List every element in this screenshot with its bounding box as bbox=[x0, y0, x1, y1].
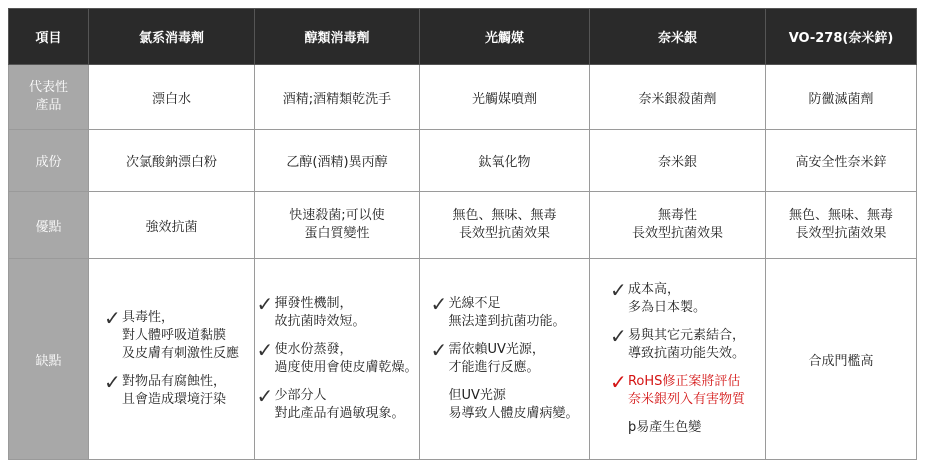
cell-line: 無色、無味、無毒 bbox=[788, 208, 893, 223]
list-item bbox=[256, 384, 417, 423]
cell: 次氯酸鈉漂白粉 bbox=[89, 130, 255, 192]
checkmark-icon: ✓ bbox=[256, 338, 274, 362]
checkmark-icon: ✓ bbox=[430, 338, 448, 362]
cell: 酒精;酒精類乾洗手 bbox=[255, 65, 420, 130]
cell-disadv-photocatalyst bbox=[420, 259, 590, 460]
item-line: 易導致人體皮膚病變。 bbox=[448, 406, 579, 421]
header-photocatalyst: 光觸媒 bbox=[420, 9, 590, 65]
checkmark-icon: ✓ bbox=[256, 292, 274, 316]
cell: 強效抗菌 bbox=[89, 192, 255, 259]
cell: 奈米銀 bbox=[590, 130, 766, 192]
item-line: 奈米銀列入有害物質 bbox=[627, 392, 745, 407]
list-item bbox=[430, 338, 578, 377]
item-line: 易與其它元素結合， bbox=[627, 328, 745, 343]
checkmark-icon: ✓ bbox=[609, 278, 627, 302]
cell-line: 快速殺菌;可以使 bbox=[289, 208, 385, 223]
item-line: 才能進行反應。 bbox=[448, 360, 540, 375]
cell-disadv-nano-zinc: 合成門檻高 bbox=[766, 259, 917, 460]
item-line: 光線不足 bbox=[448, 296, 501, 311]
item-line: 揮發性機制， bbox=[274, 296, 353, 311]
item-line: 少部分人 bbox=[274, 388, 327, 403]
list-item bbox=[103, 370, 239, 409]
list-item bbox=[610, 419, 745, 437]
item-line: 無法達到抗菌功能。 bbox=[448, 314, 566, 329]
cell-disadv-nano-silver bbox=[590, 259, 766, 460]
list-item bbox=[256, 292, 417, 331]
comparison-table bbox=[8, 8, 916, 463]
cell bbox=[420, 192, 590, 259]
checkmark-icon: ✓ bbox=[430, 292, 448, 316]
item-line: 導致抗菌功能失效。 bbox=[627, 346, 745, 361]
cell: 防黴滅菌劑 bbox=[766, 65, 917, 130]
item-line: RoHS修正案將評估 bbox=[627, 374, 741, 389]
cell: 鈦氧化物 bbox=[420, 130, 590, 192]
row-advantage bbox=[9, 192, 917, 259]
header-nano-zinc: VO-278(奈米鋅) bbox=[766, 9, 917, 65]
item-line: 需依賴UV光源， bbox=[448, 342, 545, 357]
cell: 漂白水 bbox=[89, 65, 255, 130]
item-line: 多為日本製。 bbox=[627, 300, 706, 315]
list-item bbox=[430, 387, 578, 423]
cell-line: 長效型抗菌效果 bbox=[795, 226, 887, 241]
item-line: 對此產品有過敏現象。 bbox=[274, 406, 405, 421]
cell-disadv-alcohol bbox=[255, 259, 420, 460]
checkmark-icon: ✓ bbox=[609, 324, 627, 348]
checkmark-icon: ✓ bbox=[103, 370, 121, 394]
item-line: 但UV光源 bbox=[448, 388, 506, 403]
row-disadvantage bbox=[9, 259, 917, 460]
header-alcohol: 醇類消毒劑 bbox=[255, 9, 420, 65]
list-item bbox=[256, 338, 418, 377]
item-line: 過度使用會使皮膚乾燥。 bbox=[274, 360, 418, 375]
list-item bbox=[609, 324, 745, 363]
item-line: 具毒性， bbox=[121, 310, 174, 325]
row-label-representative bbox=[9, 65, 89, 130]
cell-disadv-chlorine bbox=[89, 259, 255, 460]
checkmark-icon: ✓ bbox=[609, 370, 627, 394]
row-label-line: 代表性 bbox=[28, 80, 68, 95]
cell: 乙醇(酒精)異丙醇 bbox=[255, 130, 420, 192]
cell-line: 蛋白質變性 bbox=[304, 226, 370, 241]
row-label-ingredient: 成份 bbox=[9, 130, 89, 192]
header-nano-silver: 奈米銀 bbox=[590, 9, 766, 65]
cell: 光觸媒噴劑 bbox=[420, 65, 590, 130]
item-line: 對物品有腐蝕性， bbox=[121, 374, 226, 389]
row-representative bbox=[9, 65, 917, 130]
list-item bbox=[609, 278, 745, 317]
cell-line: 無毒性 bbox=[657, 208, 697, 223]
header-item: 項目 bbox=[9, 9, 89, 65]
header-chlorine: 氯系消毒劑 bbox=[89, 9, 255, 65]
cell bbox=[255, 192, 420, 259]
cell bbox=[766, 192, 917, 259]
list-item bbox=[430, 292, 578, 331]
item-line: 及皮膚有刺激性反應 bbox=[121, 346, 239, 361]
cell bbox=[590, 192, 766, 259]
checkmark-icon: ✓ bbox=[103, 306, 121, 330]
cell: 高安全性奈米鋅 bbox=[766, 130, 917, 192]
list-item-warning bbox=[609, 370, 745, 409]
header-row bbox=[9, 9, 917, 65]
cell: 奈米銀殺菌劑 bbox=[590, 65, 766, 130]
cell-line: 長效型抗菌效果 bbox=[631, 226, 723, 241]
list-item bbox=[103, 306, 239, 363]
cell-line: 長效型抗菌效果 bbox=[458, 226, 550, 241]
item-line: 對人體呼吸道黏膜 bbox=[121, 328, 226, 343]
cell-line: 無色、無味、無毒 bbox=[452, 208, 557, 223]
item-line: þ易產生色變 bbox=[627, 420, 702, 435]
row-label-disadvantage: 缺點 bbox=[9, 259, 89, 460]
row-label-line: 產品 bbox=[35, 98, 62, 113]
checkmark-icon: ✓ bbox=[256, 384, 274, 408]
item-line: 成本高， bbox=[627, 282, 680, 297]
row-label-advantage: 優點 bbox=[9, 192, 89, 259]
item-line: 故抗菌時效短。 bbox=[274, 314, 366, 329]
row-ingredient bbox=[9, 130, 917, 192]
item-line: 使水份蒸發， bbox=[274, 342, 353, 357]
item-line: 且會造成環境汙染 bbox=[121, 392, 226, 407]
